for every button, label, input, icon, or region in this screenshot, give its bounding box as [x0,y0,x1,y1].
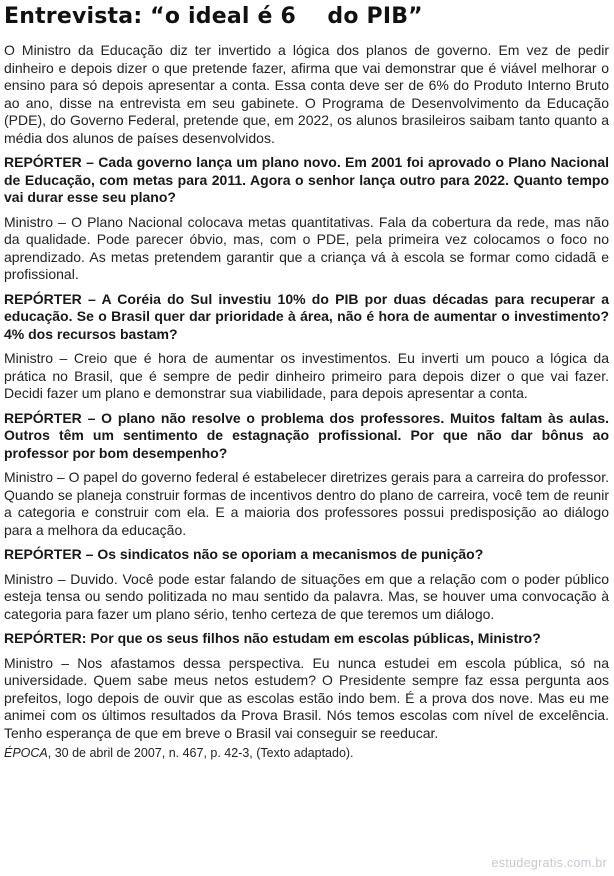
article-body [4,42,609,742]
page-title: Entrevista: “o ideal é 6 do PIB” [4,4,423,29]
question-paragraph: REPÓRTER – Cada governo lança um plano novo. Em 2001 foi aprovado o Plano Nacional de Educação, com metas para 2011. Agora o senhor lança outro para 2022. Quanto tempo vai durar esse seu plano? [4,154,609,205]
citation [4,745,609,761]
citation-source: ÉPOCA [4,746,48,760]
answer-paragraph: Ministro – O Plano Nacional colocava metas quantitativas. Fala da cobertura da rede, mas não da qualidade. Pode parecer óbvio, mas, com o PDE, pela primeira vez colocamos o foco no aprendizado. As metas pretendem garantir que a criança vá à escola se formar como cidadã e profissional. [4,213,609,282]
answer-paragraph: Ministro – Nos afastamos dessa perspectiva. Eu nunca estudei em escola pública, só na universidade. Quem sabe meus netos estudem? O Presidente sempre faz essa pergunta aos prefeitos, logo depois de ouvir que as escolas estão indo bem. É a prova dos nove. Mas eu me animei com os últimos resultados da Prova Brasil. Nós temos escolas com nível de excelência. Tenho esperança de que em breve o Brasil vai conseguir se reeducar. [4,654,609,741]
answer-paragraph: Ministro – Duvido. Você pode estar falando de situações em que a relação com o poder público esteja tensa ou sendo politizada no mau sentido da palavra. Mas, se houver uma convocação à categoria para fazer um plano sério, tenho certeza de que teremos um diálogo. [4,570,609,622]
question-paragraph: REPÓRTER – A Coréia do Sul investiu 10% do PIB por duas décadas para recuperar a educação. Se o Brasil quer dar prioridade à área, não é hora de aumentar o investimento? 4% dos recursos bastam? [4,290,609,342]
citation-detail: , 30 de abril de 2007, n. 467, p. 42-3, (Texto adaptado). [47,746,354,760]
question-paragraph: REPÓRTER: Por que os seus filhos não estudam em escolas públicas, Ministro? [4,630,541,646]
watermark: estudegratis.com.br [491,856,607,870]
question-paragraph: REPÓRTER – Os sindicatos não se oporiam a mecanismos de punição? [4,546,484,562]
question-paragraph: REPÓRTER – O plano não resolve o problema dos professores. Muitos faltam às aulas. Outros têm um sentimento de estagnação profissional. Por que não dar bônus ao professor por bom desempenho? [4,409,609,461]
answer-paragraph: Ministro – Creio que é hora de aumentar os investimentos. Eu inverti um pouco a lógica da prática no Brasil, que é sempre de pedir dinheiro primeiro para depois dizer o que vai fazer. Decidi fazer um plano e demonstrar sua viabilidade, para depois apresentar a conta. [4,350,609,401]
answer-paragraph: Ministro – O papel do governo federal é estabelecer diretrizes gerais para a carreira do professor. Quando se planeja construir formas de incentivos dentro do plano de carreira, você tem de reunir a categoria e construir com ela. E a maioria dos professores possui predisposição ao diálogo para a melhora da educação. [4,469,609,538]
intro-paragraph: O Ministro da Educação diz ter invertido a lógica dos planos de governo. Em vez de pedir dinheiro e depois dizer o que pretende fazer, afirma que vai demonstrar que é viável melhorar o ensino para só depois apresentar a conta. Essa conta deve ser de 6% do Produto Interno Bruto ao ano, disse na entrevista em seu gabinete. O Programa de Desenvolvimento da Educação (PDE), do Governo Federal, pretende que, em 2022, os alunos brasileiros saibam tanto quanto a média dos alunos de países desenvolvidos. [4,42,609,146]
